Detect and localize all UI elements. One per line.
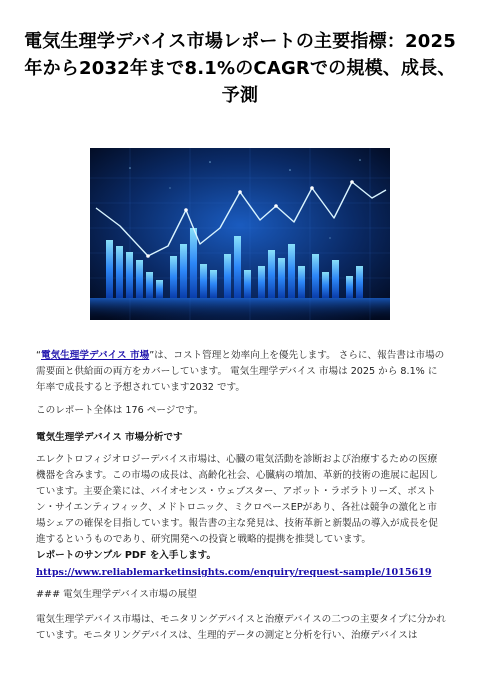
market-report-link[interactable]: 電気生理学デバイス 市場 [40, 350, 150, 361]
sample-link[interactable]: https://www.reliablemarketinsights.com/enquiry/request-sample/1015619 [36, 567, 432, 578]
sample-request [36, 547, 446, 581]
page-count-text: このレポート全体は 176 ページです。 [36, 405, 204, 416]
analysis-heading: 電気生理学デバイス 市場分析です [36, 432, 183, 443]
open-quote: “ [36, 350, 41, 361]
analysis-paragraph: エレクトロフィジオロジーデバイス市場は、心臓の電気活動を診断および治療するための医療機器を含みます。この市場の成長は、高齢化社会、心臓病の増加、革新的技術の進展に起因しています。主要企業には、バイオセンス・ウェブスター、アボット・ラボラトリーズ、ボストン・サイエンティフィック、メドトロニック、ミクロペースEPがあり、各社は競争の激化と市場シェアの確保を目指しています。報告書の主な発見は、技術革新と新製品の導入が成長を促進するというものであり、研究開発への投資と戦略的提携を推奨しています。 [36, 454, 439, 545]
hero-graphic [90, 148, 390, 320]
intro-paragraph [36, 348, 446, 396]
sample-label: レポートのサンプル PDF を入手します。 [36, 550, 217, 561]
outlook-heading: ### 電気生理学デバイス市場の展望 [36, 589, 197, 600]
page-title: 電気生理学デバイス市場レポートの主要指標：2025年から2032年まで8.1%のCAGRでの規模、成長、予測 [24, 31, 456, 106]
outlook-paragraph: 電気生理学デバイス市場は、モニタリングデバイスと治療デバイスの二つの主要タイプに分かれています。モニタリングデバイスは、生理的データの測定と分析を行い、治療デバイスは [36, 614, 446, 641]
hero-image-bar-graph [90, 148, 390, 320]
intro-text: ”は、コスト管理と効率向上を優先します。 さらに、報告書は市場の需要面と供給面の両方をカバーしています。 電気生理学デバイス 市場は 2025 から 8.1% に年率で成長すると予想されています2032 です。 [36, 350, 445, 393]
